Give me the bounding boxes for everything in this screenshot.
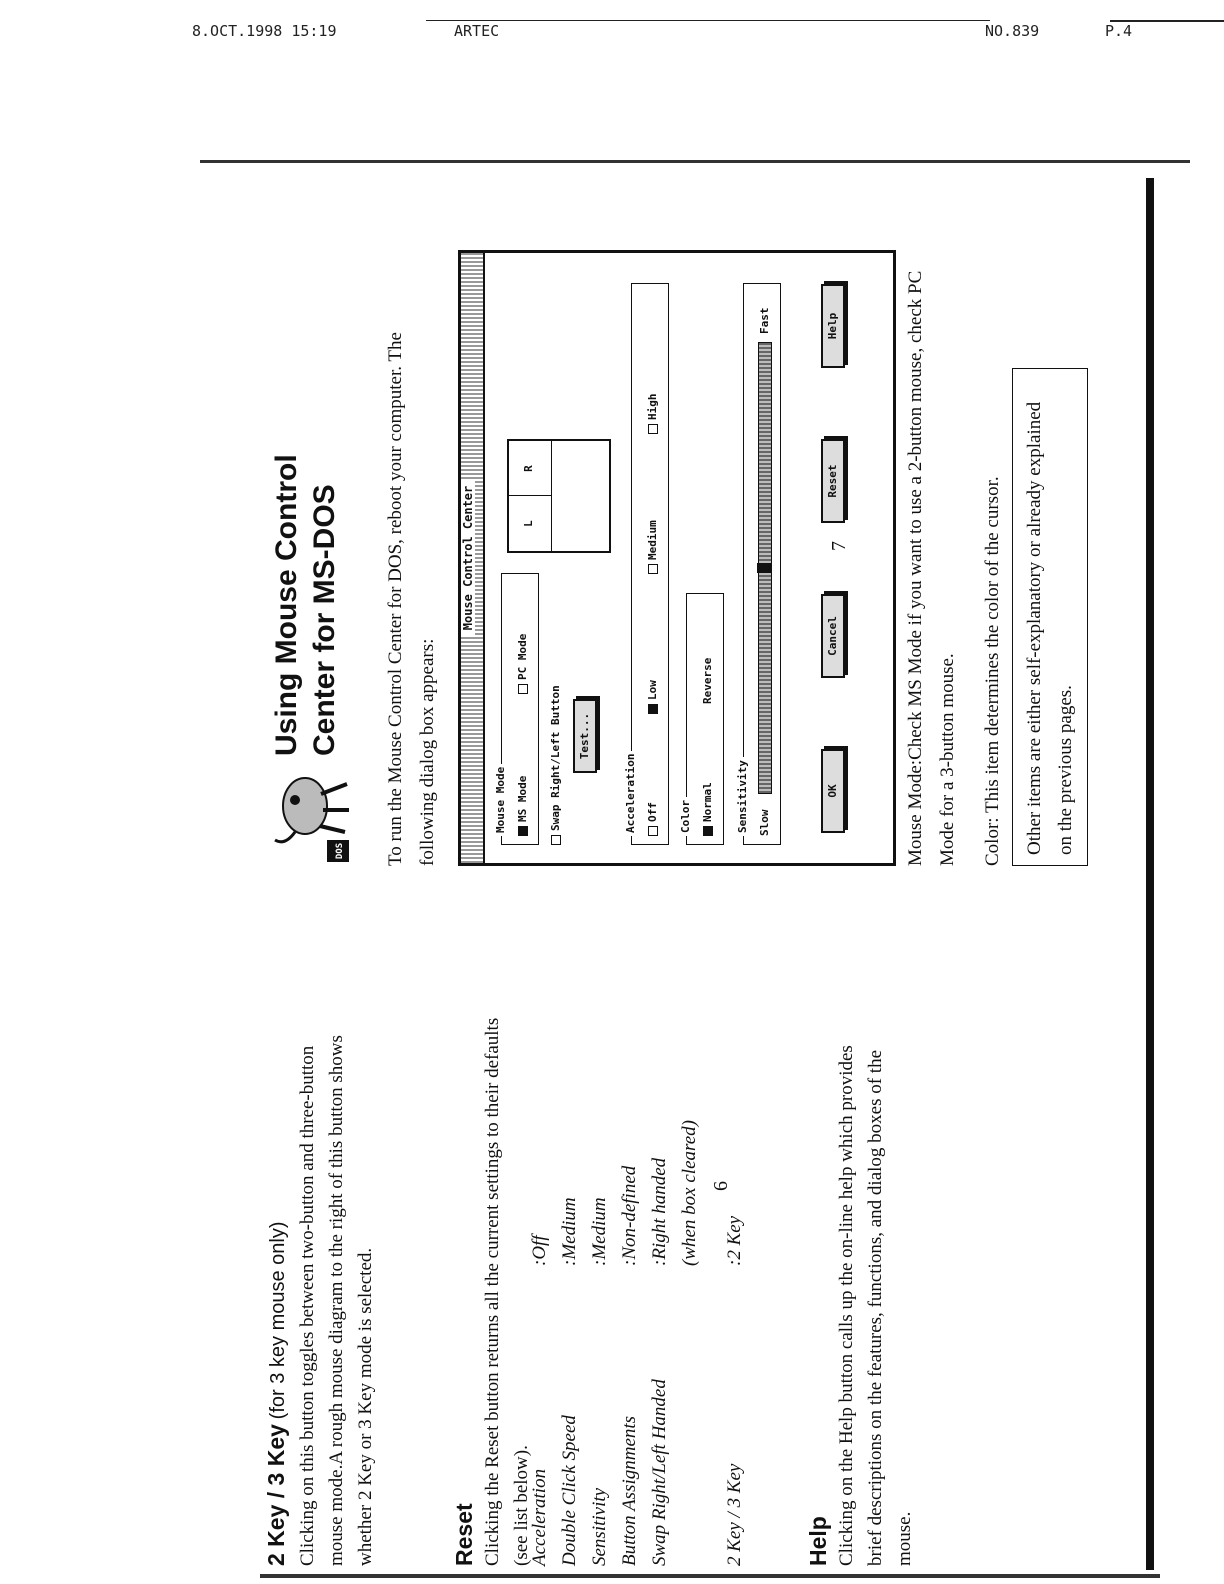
acceleration-group (624, 283, 669, 845)
test-button[interactable]: Test... (573, 699, 597, 773)
color-term: Color (982, 822, 1003, 866)
acc-medium-option[interactable] (646, 520, 659, 574)
color-normal-label: Normal (701, 782, 714, 822)
pc-mode-option[interactable] (516, 634, 529, 694)
radio-checked-icon (648, 704, 658, 714)
help-button[interactable]: Help (821, 284, 845, 368)
page-number-6: 6 (710, 1181, 732, 1191)
dialog-title: Mouse Control Center (461, 480, 475, 637)
radio-empty-icon (648, 424, 658, 434)
mouse-mode-group (494, 573, 539, 845)
heading-2key-note: (for 3 key mouse only) (267, 1221, 289, 1420)
acc-high-option[interactable] (646, 394, 659, 435)
fax-header (0, 22, 1224, 42)
cancel-button[interactable]: Cancel (821, 594, 845, 678)
radio-empty-icon (518, 684, 528, 694)
scan-bottom-line (260, 1574, 1160, 1578)
mouse-mode-term: Mouse Mode: (905, 759, 926, 866)
text-2key: Clicking on this button toggles between two-button and three-button mouse mode.A rough mouse diagram to the right of this button shows whether 2 Key or 3 Key mode is selected. (297, 1035, 376, 1566)
text-reset: Clicking the Reset button returns all the current settings to their defaults (see list below). (482, 1017, 532, 1566)
default-value: :Non-defined (619, 1165, 640, 1266)
mouse-mode-description (900, 236, 964, 866)
color-normal-option[interactable] (701, 782, 714, 836)
mouse-control-dialog (458, 250, 896, 866)
radio-checked-icon (703, 826, 713, 836)
title-line-2: Center for MS-DOS (308, 484, 341, 756)
pc-mode-label: PC Mode (516, 633, 529, 680)
mouse-left-key: L (509, 495, 552, 551)
color-description (978, 236, 1007, 866)
text-help: Clicking on the Help button calls up the on-line help which provides brief descriptions on the features, functions, and dialog boxes of the mouse. (836, 1045, 915, 1566)
radio-empty-icon (648, 826, 658, 836)
page-number-7: 7 (828, 541, 850, 551)
title-line-1: Using Mouse Control (270, 454, 303, 756)
acc-low-label: Low (646, 680, 659, 700)
default-value: :Medium (589, 1197, 610, 1266)
sensitivity-slider[interactable] (758, 342, 772, 794)
radio-empty-icon (648, 564, 658, 574)
section-reset (451, 1006, 536, 1566)
default-key: Acceleration (529, 1468, 550, 1566)
default-value: :Off (529, 1235, 550, 1266)
dos-mascot-logo (265, 766, 355, 866)
heading-reset: Reset (451, 1503, 477, 1566)
logo-text: DOS (335, 842, 345, 860)
ms-mode-option[interactable] (516, 776, 529, 836)
fax-number: NO.839 (985, 22, 1040, 40)
acc-off-option[interactable] (646, 802, 659, 836)
heading-2key: 2 Key / 3 Key (263, 1424, 289, 1566)
color-reverse-label: Reverse (701, 657, 714, 704)
acc-high-label: High (646, 393, 659, 420)
default-key: Double Click Speed (559, 1415, 580, 1566)
mouse-right-key: R (509, 441, 552, 496)
fax-rule-mid (500, 20, 990, 21)
color-text: : This item determines the color of the cursor. (982, 476, 1003, 823)
default-value: (when box cleared) (679, 1120, 700, 1266)
acc-medium-label: Medium (646, 520, 659, 560)
dialog-title-bar (461, 253, 485, 863)
reset-button[interactable]: Reset (821, 439, 845, 523)
color-reverse-option[interactable] (701, 658, 714, 704)
default-key: Button Assignments (619, 1415, 640, 1566)
sensitivity-label: Sensitivity (736, 757, 749, 836)
note-box: Other items are either self-explanatory or already explained on the previous pages. (1012, 368, 1088, 866)
color-group-label: Color (679, 797, 692, 836)
ok-button[interactable]: OK (821, 749, 845, 833)
default-key: Sensitivity (589, 1487, 610, 1566)
page-title (268, 454, 344, 756)
color-group (679, 593, 724, 845)
default-value: :Right handed (649, 1157, 670, 1266)
swap-buttons-label: Swap Right/Left Button (549, 685, 562, 831)
section-2key (262, 1006, 380, 1566)
sens-fast-label: Fast (758, 307, 771, 334)
default-value: :Medium (559, 1197, 580, 1266)
fax-rule-right (1110, 20, 1224, 22)
fax-datetime: 8.OCT.1998 15:19 (192, 22, 337, 40)
mouse-mode-text: Check MS Mode if you want to use a 2-button mouse, check PC Mode for a 3-button mouse. (905, 270, 958, 866)
sensitivity-group (736, 283, 781, 845)
rotated-spread (200, 166, 1190, 1566)
scan-top-line (200, 160, 1190, 163)
fax-sender: ARTEC (454, 22, 500, 40)
sens-slow-label: Slow (758, 809, 771, 836)
mouse-diagram (507, 439, 611, 553)
radio-checked-icon (518, 826, 528, 836)
mouse-mode-label: Mouse Mode (494, 764, 507, 836)
default-key: Swap Right/Left Handed (649, 1379, 670, 1566)
heading-help: Help (805, 1516, 831, 1566)
slider-thumb[interactable] (757, 563, 771, 573)
acceleration-label: Acceleration (624, 751, 637, 836)
intro-text: To run the Mouse Control Center for DOS, reboot your computer. The following dialog box appears: (385, 332, 438, 866)
section-help (805, 1006, 919, 1566)
fax-page: P.4 (1105, 22, 1133, 40)
checkbox-icon (551, 835, 561, 845)
default-key: 2 Key / 3 Key (724, 1463, 745, 1566)
ms-mode-label: MS Mode (516, 775, 529, 822)
swap-buttons-checkbox[interactable] (549, 685, 562, 845)
acc-low-option[interactable] (646, 680, 659, 714)
acc-off-label: Off (646, 802, 659, 822)
default-value: :2 Key (724, 1215, 745, 1266)
